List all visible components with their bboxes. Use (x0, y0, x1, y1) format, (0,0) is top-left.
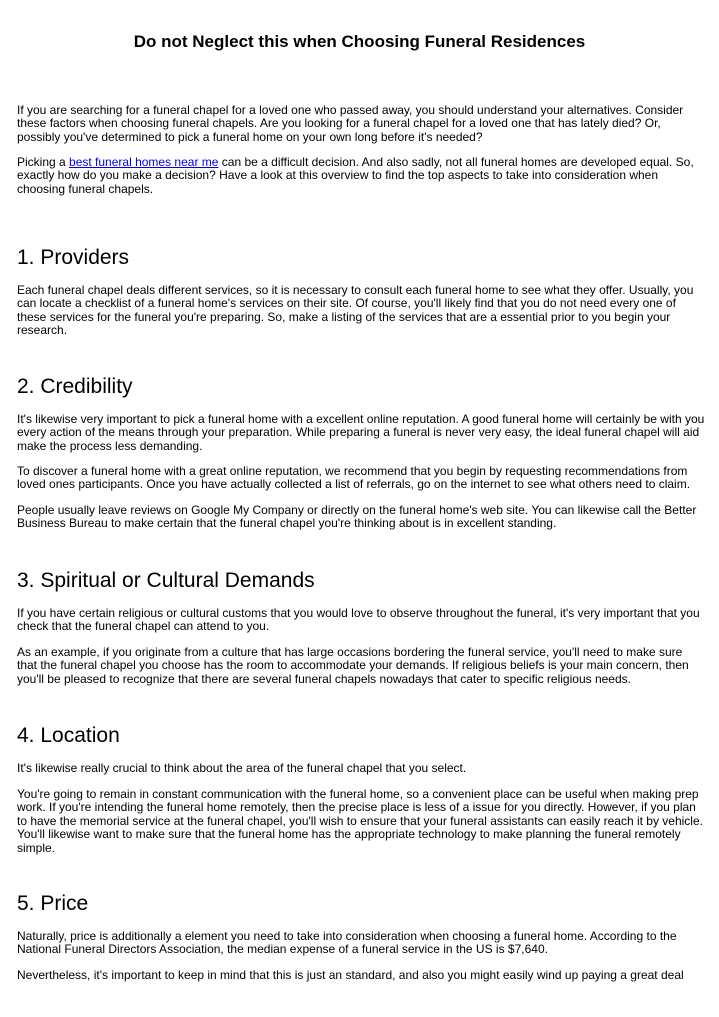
section-paragraph (17, 762, 705, 775)
price-text-1: Naturally, price is additionally a element you need to take into consideration when choosing a funeral home. According to the National Funeral Directors Association, the median expense of a funeral service in the US is $7,640. (17, 929, 677, 957)
best-funeral-homes-link[interactable]: best funeral homes near me (69, 155, 219, 169)
location-text-1: It's likewise really crucial to think about the area of the funeral chapel that you select. (17, 761, 467, 775)
credibility-text-1: It's likewise very important to pick a funeral home with a excellent online reputation. A good funeral home will certainly be with you every action of the means through your preparation. While preparing a funeral is never very easy, the ideal funeral chapel will aid make the process less demanding. (17, 412, 705, 453)
section-paragraph (17, 969, 705, 982)
page-title: Do not Neglect this when Choosing Funeral Residences (133, 32, 586, 51)
section-heading-price: 5. Price (17, 892, 89, 915)
section-heading-spiritual: 3. Spiritual or Cultural Demands (17, 569, 315, 592)
section-paragraph (17, 465, 705, 492)
section-heading-credibility: 2. Credibility (17, 375, 133, 398)
spiritual-text-2: As an example, if you originate from a culture that has large occasions bordering the funeral service, you'll need to make sure that the funeral chapel you choose has the room to accommodate your demands. If religious beliefs is your main concern, then you'll be pleased to recognize that there are several funeral chapels nowadays that cater to specific religious needs. (17, 645, 689, 686)
section-paragraph (17, 413, 705, 453)
intro-text-2 (17, 156, 705, 196)
section-paragraph (17, 284, 705, 338)
intro-text-2-after: can be a difficult decision. And also sadly, not all funeral homes are developed equal. So, exactly how do you make a decision? Have a look at this overview to find the top aspects to take into consideration when choosing funeral chapels. (17, 155, 694, 196)
section-paragraph (17, 504, 705, 531)
intro-paragraph-2 (17, 156, 705, 196)
credibility-text-2: To discover a funeral home with a great online reputation, we recommend that you begin by requesting recommendations from loved ones participants. Once you have actually collected a list of referrals, go on the internet to see what others need to claim. (17, 464, 691, 492)
location-text-2: You're going to remain in constant communication with the funeral home, so a convenient place can be useful when making prep work. If you're intending the funeral home remotely, then the precise place is less of a issue for you directly. However, if you plan to have the memorial service at the funeral chapel, you'll wish to ensure that your funeral assistants can easily reach it by vehicle. You'll likewise want to make sure that the funeral home has the appropriate technology to make planning the funeral remotely simple. (17, 787, 703, 855)
credibility-text-3: People usually leave reviews on Google My Company or directly on the funeral home's web site. You can likewise call the Better Business Bureau to make certain that the funeral chapel you're thinking about is in excellent standing. (17, 503, 697, 531)
providers-text-1: Each funeral chapel deals different services, so it is necessary to consult each funeral home to see what they offer. Usually, you can locate a checklist of a funeral home's services on their site. Of course, you'll likely find that you do not need every one of these services for the funeral you're preparing. So, make a listing of the services that are a essential prior to you begin your research. (17, 283, 694, 338)
section-paragraph (17, 788, 705, 855)
section-paragraph (17, 607, 705, 634)
section-paragraph (17, 646, 705, 686)
section-paragraph (17, 930, 705, 957)
intro-text-2-before: Picking a (17, 155, 70, 169)
spiritual-text-1: If you have certain religious or cultural customs that you would love to observe throughout the funeral, it's very important that you check that the funeral chapel can attend to you. (17, 606, 700, 634)
price-text-2: Nevertheless, it's important to keep in mind that this is just an standard, and also you might easily wind up paying a great deal (17, 968, 684, 982)
section-heading-providers: 1. Providers (17, 246, 130, 269)
section-heading-location: 4. Location (17, 724, 120, 747)
intro-text-1: If you are searching for a funeral chapel for a loved one who passed away, you should understand your alternatives. Consider these factors when choosing funeral chapels. Are you looking for a funeral chapel for a loved one that has lately died? Or, possibly you've determined to pick a funeral home on your own long before it's needed? (17, 103, 684, 144)
intro-paragraph-1 (17, 104, 705, 144)
